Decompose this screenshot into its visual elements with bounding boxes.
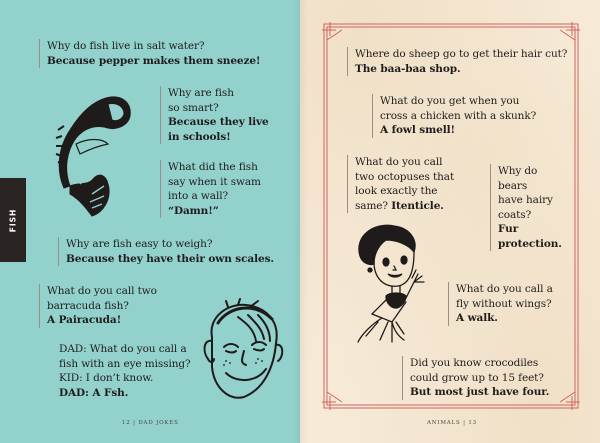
joke-answer: Because they live <box>168 116 269 128</box>
joke-question: same? <box>355 199 388 212</box>
section-tab-label: FISH <box>8 208 18 232</box>
joke-question: look exactly the <box>355 185 438 197</box>
joke-fly <box>448 282 553 326</box>
joke-question: fly without wings? <box>456 297 552 310</box>
joke-question: so smart? <box>168 101 219 114</box>
retro-woman-illustration <box>352 222 442 346</box>
joke-question: What do you get when you <box>380 95 520 107</box>
page-folio-left: 12 | DAD JOKES <box>122 420 179 426</box>
joke-sheep <box>347 47 567 76</box>
joke-question-last-line <box>355 199 454 214</box>
joke-answer: The baa-baa shop. <box>355 62 461 75</box>
joke-barracuda <box>39 284 157 328</box>
joke-salt-water <box>39 39 260 68</box>
joke-bears <box>490 164 562 251</box>
joke-question: Why are fish easy to weigh? <box>66 238 213 250</box>
boy-face-illustration <box>198 297 284 405</box>
joke-question: Did you know crocodiles <box>410 357 539 369</box>
joke-question: two octopuses that <box>355 170 455 183</box>
leaping-fish-illustration <box>46 90 136 220</box>
joke-question: What do you call a <box>456 283 553 295</box>
joke-answer: Because pepper makes them sneeze! <box>47 54 261 67</box>
page-folio-right: ANIMALS | 13 <box>427 420 477 426</box>
joke-line: DAD: What do you call a <box>59 343 187 355</box>
joke-answer: A walk. <box>456 312 498 324</box>
joke-question: coats? <box>498 208 532 221</box>
joke-answer: in schools! <box>168 130 231 143</box>
joke-question: Why do fish live in salt water? <box>47 40 205 52</box>
joke-question: What did the fish <box>168 161 258 173</box>
joke-smart-fish <box>160 86 269 144</box>
joke-question: bears <box>498 179 528 192</box>
joke-question: cross a chicken with a skunk? <box>380 109 537 122</box>
joke-question: say when it swam <box>168 175 261 188</box>
joke-line: KID: I don’t know. <box>59 372 154 384</box>
joke-question: Where do sheep go to get their hair cut? <box>355 48 568 60</box>
joke-question: into a wall? <box>168 190 228 202</box>
joke-question: barracuda fish? <box>47 299 129 312</box>
section-tab-fish <box>0 178 26 262</box>
joke-question: What do you call two <box>47 285 157 297</box>
joke-answer: Because they have their own scales. <box>66 252 274 265</box>
joke-answer: “Damn!” <box>168 204 219 217</box>
joke-chicken-skunk <box>372 94 536 138</box>
joke-question: could grow up to 15 feet? <box>410 371 544 384</box>
joke-answer: Itenticle. <box>391 199 444 212</box>
joke-octopuses <box>347 155 454 213</box>
joke-answer: Fur <box>498 223 519 235</box>
joke-crocodiles <box>402 356 549 400</box>
joke-question: Why do <box>498 165 538 177</box>
joke-fish-wall <box>160 160 261 218</box>
joke-question: What do you call <box>355 156 443 168</box>
joke-line: fish with an eye missing? <box>59 357 191 370</box>
joke-answer: But most just have four. <box>410 386 550 398</box>
joke-answer: DAD: A Fsh. <box>59 386 129 399</box>
joke-weigh <box>58 237 274 266</box>
joke-dad-kid <box>52 342 191 400</box>
joke-question: have hairy <box>498 194 553 206</box>
joke-question: Why are fish <box>168 87 234 99</box>
joke-answer: A fowl smell! <box>380 124 455 136</box>
joke-answer: A Pairacuda! <box>47 314 122 326</box>
joke-answer: protection. <box>498 237 562 250</box>
